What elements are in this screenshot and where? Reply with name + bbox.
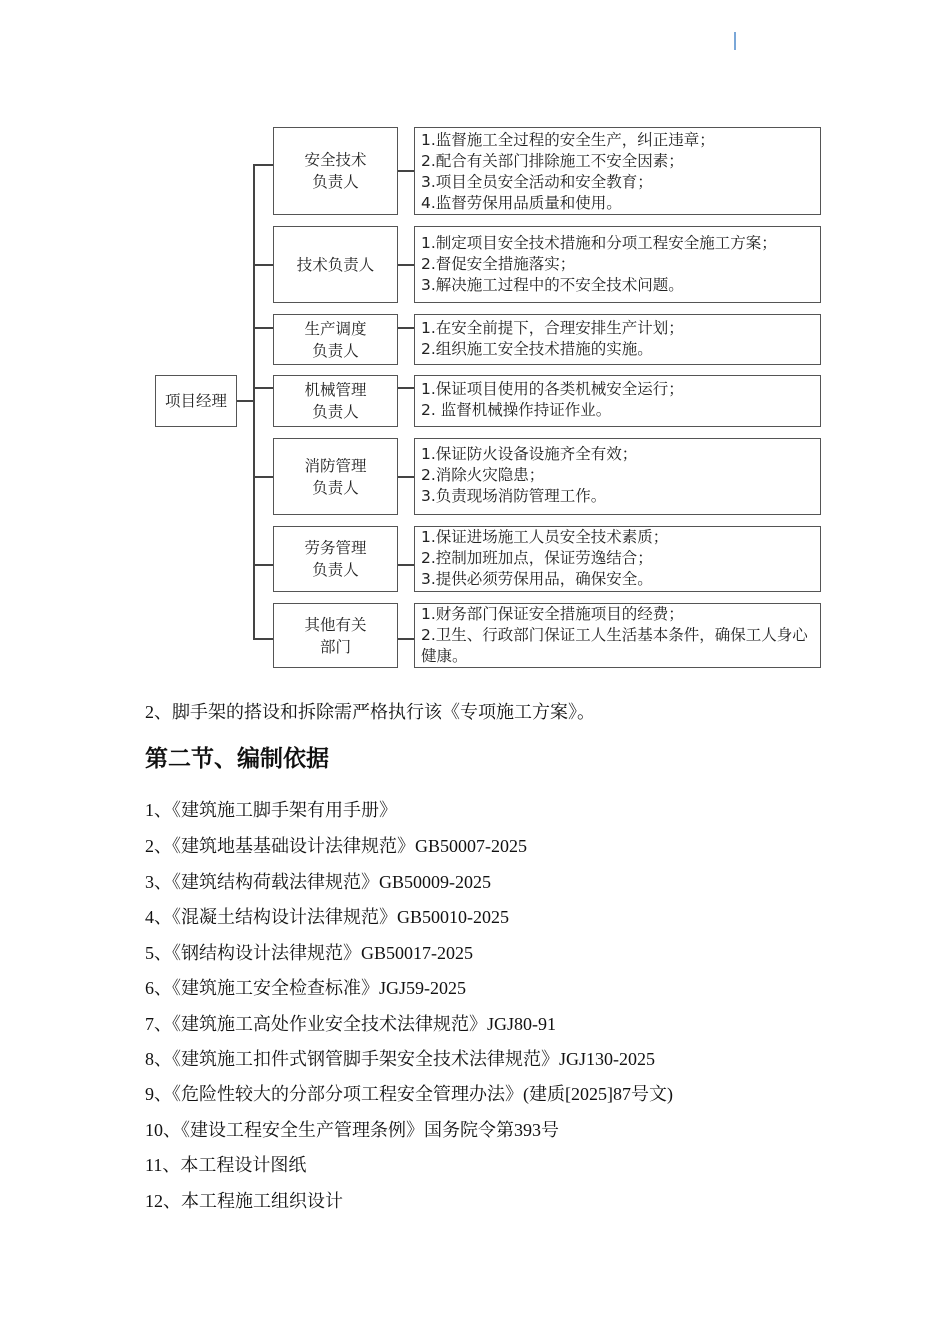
role-box-labor: 劳务管理 负责人 <box>273 526 398 592</box>
role-duties-machinery <box>414 375 821 427</box>
duty-line: 4.监督劳保用品质量和使用。 <box>421 194 622 212</box>
duty-line: 1.制定项目安全技术措施和分项工程安全施工方案； <box>421 234 777 252</box>
role-duties-tech-lead <box>414 226 821 303</box>
role-box-production: 生产调度 负责人 <box>273 314 398 365</box>
role-duties-production <box>414 314 821 365</box>
role-desc-connector <box>398 564 415 566</box>
org-root-project-manager: 项目经理 <box>155 375 237 427</box>
reference-item: 9、《危险性较大的分部分项工程安全管理办法》(建质[2025]87号文) <box>145 1084 673 1104</box>
trunk-line <box>253 164 255 639</box>
duty-line: 3.项目全员安全活动和安全教育； <box>421 173 653 191</box>
role-duties-other-depts <box>414 603 821 668</box>
duty-line: 2. 监督机械操作持证作业。 <box>421 401 612 419</box>
duty-line: 1.保证防火设备设施齐全有效； <box>421 445 638 463</box>
reference-item: 7、《建筑施工高处作业安全技术法律规范》JGJ80-91 <box>145 1014 557 1034</box>
role-desc-connector <box>398 170 415 172</box>
role-duties-fire <box>414 438 821 515</box>
role-box-machinery: 机械管理 负责人 <box>273 375 398 427</box>
duty-line: 2.卫生、行政部门保证工人生活基本条件，确保工人身心健康。 <box>421 626 808 665</box>
role-desc-connector <box>398 264 415 266</box>
paragraph-scaffold-note: 2、脚手架的搭设和拆除需严格执行该《专项施工方案》。 <box>145 702 595 722</box>
root-connector <box>237 400 254 402</box>
branch-connector <box>253 564 274 566</box>
role-desc-connector <box>398 476 415 478</box>
branch-connector <box>253 638 274 640</box>
duty-line: 3.负责现场消防管理工作。 <box>421 487 607 505</box>
duty-line: 2.督促安全措施落实； <box>421 255 576 273</box>
branch-connector <box>253 264 274 266</box>
reference-item: 2、《建筑地基基础设计法律规范》GB50007-2025 <box>145 836 527 856</box>
role-duties-labor <box>414 526 821 592</box>
role-duties-safety-tech <box>414 127 821 215</box>
reference-item: 11、本工程设计图纸 <box>145 1155 307 1175</box>
duty-line: 2.配合有关部门排除施工不安全因素； <box>421 152 684 170</box>
duty-line: 3.提供必须劳保用品，确保安全。 <box>421 570 653 588</box>
duty-line: 2.消除火灾隐患； <box>421 466 545 484</box>
section-heading: 第二节、编制依据 <box>145 746 329 772</box>
role-desc-connector <box>398 638 415 640</box>
duty-line: 3.解决施工过程中的不安全技术问题。 <box>421 276 684 294</box>
duty-line: 1.保证项目使用的各类机械安全运行； <box>421 380 684 398</box>
duty-line: 1.财务部门保证安全措施项目的经费； <box>421 605 684 623</box>
reference-item: 4、《混凝土结构设计法律规范》GB50010-2025 <box>145 907 509 927</box>
role-box-safety-tech: 安全技术 负责人 <box>273 127 398 215</box>
reference-item: 5、《钢结构设计法律规范》GB50017-2025 <box>145 943 473 963</box>
reference-item: 10、《建设工程安全生产管理条例》国务院令第393号 <box>145 1120 559 1140</box>
role-box-other-depts: 其他有关 部门 <box>273 603 398 668</box>
branch-connector <box>253 327 274 329</box>
reference-item: 6、《建筑施工安全检查标准》JGJ59-2025 <box>145 978 467 998</box>
duty-line: 2.组织施工安全技术措施的实施。 <box>421 340 653 358</box>
branch-connector <box>253 476 274 478</box>
role-box-tech-lead: 技术负责人 <box>273 226 398 303</box>
reference-item: 12、本工程施工组织设计 <box>145 1191 343 1211</box>
duty-line: 1.监督施工全过程的安全生产，纠正违章； <box>421 131 715 149</box>
reference-item: 1、《建筑施工脚手架有用手册》 <box>145 800 397 820</box>
reference-item: 3、《建筑结构荷载法律规范》GB50009-2025 <box>145 872 491 892</box>
role-box-fire: 消防管理 负责人 <box>273 438 398 515</box>
duty-line: 1.在安全前提下，合理安排生产计划； <box>421 319 684 337</box>
branch-connector <box>253 387 274 389</box>
role-desc-connector <box>398 327 415 329</box>
role-desc-connector <box>398 387 415 389</box>
reference-item: 8、《建筑施工扣件式钢管脚手架安全技术法律规范》JGJ130-2025 <box>145 1049 656 1069</box>
duty-line: 1.保证进场施工人员安全技术素质； <box>421 528 669 546</box>
duty-line: 2.控制加班加点，保证劳逸结合； <box>421 549 653 567</box>
branch-connector <box>253 164 274 166</box>
